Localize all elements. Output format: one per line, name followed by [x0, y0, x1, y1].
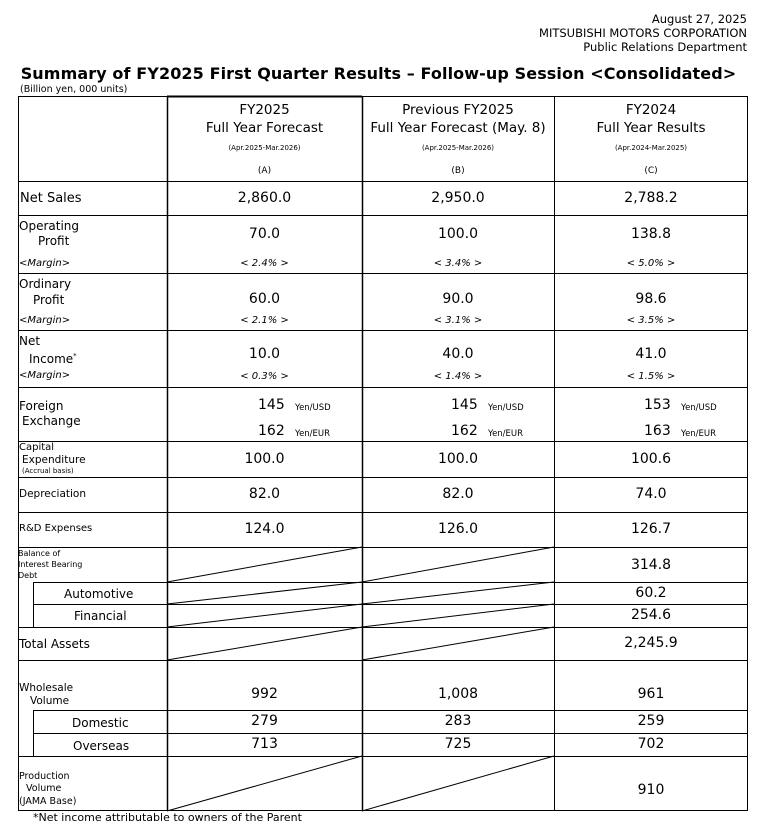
net-income-a: 10.0: [248, 346, 281, 362]
na-diagonal: [362, 582, 554, 604]
overseas-c: 702: [637, 736, 665, 752]
row-label-net-income-2: [29, 349, 77, 366]
margin-label-ordinary: <Margin>: [19, 315, 71, 326]
rnd-c: 126.7: [630, 521, 672, 537]
operating-margin-a: < 2.4% >: [240, 258, 289, 269]
row-label-capex-1: Capital: [19, 442, 55, 453]
na-diagonal: [167, 604, 362, 627]
col-a-line2: Full Year Forecast: [205, 120, 324, 136]
margin-label-net-income: <Margin>: [19, 370, 71, 381]
net-sales-a: 2,860.0: [237, 190, 292, 206]
row-label-net-sales: Net Sales: [20, 191, 82, 206]
domestic-b: 283: [444, 713, 472, 729]
fx-usd-a: 145: [258, 397, 285, 413]
depreciation-a: 82.0: [248, 486, 281, 502]
operating-a: 70.0: [248, 226, 281, 242]
row-label-fx-2: Exchange: [22, 414, 81, 428]
operating-c: 138.8: [630, 226, 672, 242]
col-b-period: (Apr.2025-Mar.2026): [421, 144, 495, 152]
wholesale-b: 1,008: [437, 686, 479, 702]
row-label-domestic: Domestic: [72, 716, 129, 730]
na-diagonal: [167, 627, 362, 660]
depreciation-c: 74.0: [635, 486, 667, 502]
row-label-wholesale-2: Volume: [30, 695, 70, 707]
net-income-margin-c: < 1.5% >: [626, 371, 676, 382]
ordinary-b: 90.0: [442, 291, 474, 307]
row-label-net-income-1: Net: [19, 334, 41, 348]
department-name: Public Relations Department: [583, 40, 747, 54]
net-income-margin-a: < 0.3% >: [240, 371, 289, 382]
row-label-operating-2: Profit: [38, 234, 70, 248]
na-diagonal: [362, 756, 554, 811]
row-label-rnd: R&D Expenses: [19, 523, 93, 534]
col-b-tag: (B): [451, 166, 465, 176]
row-label-debt-1: Balance of: [18, 549, 61, 558]
operating-margin-b: < 3.4% >: [433, 258, 483, 269]
production-c: 910: [637, 782, 665, 798]
row-label-depreciation: Depreciation: [19, 488, 86, 500]
row-label-wholesale-1: Wholesale: [19, 682, 74, 694]
rnd-a: 124.0: [244, 521, 285, 537]
net-income-b: 40.0: [442, 346, 474, 362]
na-diagonal: [362, 604, 554, 627]
company-name: MITSUBISHI MOTORS CORPORATION: [539, 26, 747, 40]
financial-c: 254.6: [630, 607, 672, 623]
col-a-period: (Apr.2025-Mar.2026): [228, 144, 301, 152]
row-label-production-3: (JAMA Base): [19, 796, 77, 807]
net-sales-c: 2,788.2: [624, 190, 678, 206]
ordinary-margin-a: < 2.1% >: [240, 315, 289, 326]
fx-eur-unit-a: Yen/EUR: [295, 429, 331, 439]
capex-c: 100.6: [630, 451, 672, 467]
fx-usd-unit-b: Yen/USD: [488, 403, 524, 413]
overseas-b: 725: [444, 736, 472, 752]
page-title: Summary of FY2025 First Quarter Results – Follow-up Session <Consolidated>: [20, 64, 737, 83]
row-label-capex-3: (Accrual basis): [22, 467, 74, 475]
row-label-total-assets: Total Assets: [19, 637, 90, 651]
col-c-tag: (C): [644, 166, 658, 176]
operating-b: 100.0: [437, 226, 479, 242]
ordinary-a: 60.0: [248, 291, 281, 307]
na-diagonal: [167, 547, 362, 582]
rnd-b: 126.0: [437, 521, 479, 537]
fx-eur-unit-b: Yen/EUR: [488, 429, 524, 439]
row-label-production-1: Production: [19, 771, 70, 782]
wholesale-c: 961: [637, 686, 665, 702]
na-diagonal: [362, 627, 554, 660]
net-income-c: 41.0: [635, 346, 667, 362]
col-c-line2: Full Year Results: [596, 120, 706, 136]
footnote: *Net income attributable to owners of the Parent: [33, 811, 302, 824]
col-a-line1: FY2025: [239, 102, 290, 118]
na-diagonal: [362, 547, 554, 582]
row-label-capex-2: Expenditure: [22, 454, 86, 466]
row-label-debt-2: Interest Bearing: [18, 560, 83, 569]
domestic-a: 279: [251, 713, 278, 729]
net-sales-b: 2,950.0: [431, 190, 485, 206]
row-label-overseas: Overseas: [73, 739, 130, 753]
report-date: August 27, 2025: [651, 12, 747, 26]
ordinary-c: 98.6: [635, 291, 667, 307]
col-b-line1: Previous FY2025: [402, 102, 514, 118]
row-label-ordinary-2: Profit: [33, 293, 65, 307]
col-a-tag: (A): [257, 166, 272, 176]
depreciation-b: 82.0: [442, 486, 474, 502]
capex-a: 100.0: [244, 451, 285, 467]
debt-c: 314.8: [630, 557, 672, 573]
row-label-automotive: Automotive: [64, 587, 134, 601]
col-c-period: (Apr.2024-Mar.2025): [614, 144, 688, 152]
row-label-ordinary-1: Ordinary: [19, 277, 72, 291]
row-label-production-2: Volume: [26, 783, 62, 794]
row-label-debt-3: Debt: [18, 571, 38, 580]
total-assets-c: 2,245.9: [624, 635, 678, 651]
row-label-financial: Financial: [74, 609, 127, 623]
automotive-c: 60.2: [635, 585, 667, 601]
fx-usd-c: 153: [644, 397, 671, 413]
fx-eur-b: 162: [451, 423, 478, 439]
na-diagonal: [167, 582, 362, 604]
ordinary-margin-c: < 3.5% >: [626, 315, 676, 326]
net-income-margin-b: < 1.4% >: [433, 371, 483, 382]
footnote-mark: *: [73, 352, 77, 360]
row-label-operating-1: Operating: [19, 219, 79, 233]
capex-b: 100.0: [437, 451, 479, 467]
wholesale-a: 992: [251, 686, 278, 702]
fx-usd-unit-c: Yen/USD: [681, 403, 717, 413]
overseas-a: 713: [251, 736, 278, 752]
margin-label-operating: <Margin>: [19, 258, 71, 269]
col-b-line2: Full Year Forecast (May. 8): [370, 120, 546, 136]
operating-margin-c: < 5.0% >: [626, 258, 676, 269]
row-label-fx-1: Foreign: [19, 399, 64, 413]
col-c-line1: FY2024: [625, 102, 677, 118]
fx-eur-unit-c: Yen/EUR: [681, 429, 717, 439]
ordinary-margin-b: < 3.1% >: [433, 315, 483, 326]
fx-eur-a: 162: [258, 423, 285, 439]
fx-eur-c: 163: [644, 423, 671, 439]
fx-usd-b: 145: [451, 397, 478, 413]
units-note: (Billion yen, 000 units): [20, 84, 128, 95]
domestic-c: 259: [637, 713, 665, 729]
fx-usd-unit-a: Yen/USD: [295, 403, 331, 413]
net-income-label-text: Income: [29, 352, 74, 366]
na-diagonal: [167, 756, 362, 811]
